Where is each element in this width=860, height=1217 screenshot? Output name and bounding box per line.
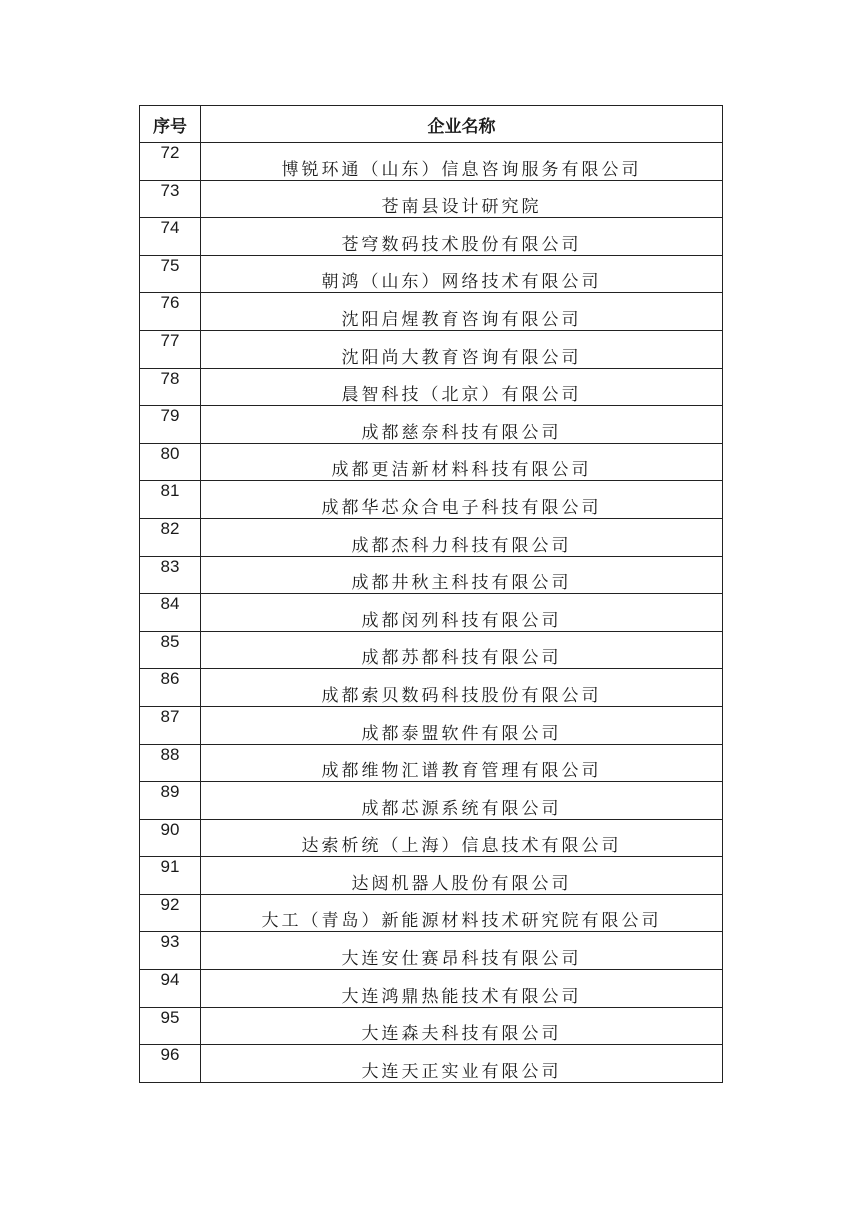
table-row — [140, 819, 723, 857]
row-index: 91 — [140, 857, 201, 895]
row-company-name: 达索析统（上海）信息技术有限公司 — [201, 819, 723, 857]
row-company-name: 晨智科技（北京）有限公司 — [201, 368, 723, 406]
row-company-name: 成都芯源系统有限公司 — [201, 782, 723, 820]
table-row — [140, 669, 723, 707]
row-index: 77 — [140, 330, 201, 368]
row-index: 83 — [140, 556, 201, 594]
table-row — [140, 894, 723, 932]
row-company-name: 成都华芯众合电子科技有限公司 — [201, 481, 723, 519]
row-index: 93 — [140, 932, 201, 970]
document-page — [139, 105, 722, 1083]
row-company-name: 成都闵列科技有限公司 — [201, 594, 723, 632]
row-company-name: 博锐环通（山东）信息咨询服务有限公司 — [201, 143, 723, 181]
table-row — [140, 293, 723, 331]
table-row — [140, 970, 723, 1008]
table-row — [140, 368, 723, 406]
row-index: 82 — [140, 518, 201, 556]
row-index: 86 — [140, 669, 201, 707]
table-row — [140, 481, 723, 519]
row-index: 85 — [140, 631, 201, 669]
row-company-name: 大连天正实业有限公司 — [201, 1045, 723, 1083]
row-index: 74 — [140, 218, 201, 256]
row-company-name: 大连鸿鼎热能技术有限公司 — [201, 970, 723, 1008]
row-index: 73 — [140, 180, 201, 218]
row-index: 92 — [140, 894, 201, 932]
row-index: 87 — [140, 706, 201, 744]
table-row — [140, 782, 723, 820]
row-company-name: 苍南县设计研究院 — [201, 180, 723, 218]
row-company-name: 沈阳尚大教育咨询有限公司 — [201, 330, 723, 368]
row-index: 76 — [140, 293, 201, 331]
row-company-name: 朝鸿（山东）网络技术有限公司 — [201, 255, 723, 293]
row-company-name: 沈阳启煋教育咨询有限公司 — [201, 293, 723, 331]
table-row — [140, 218, 723, 256]
table-header-row — [140, 106, 723, 143]
row-index: 94 — [140, 970, 201, 1008]
company-list-table — [139, 105, 723, 1083]
table-row — [140, 631, 723, 669]
row-index: 79 — [140, 406, 201, 444]
row-company-name: 成都泰盟软件有限公司 — [201, 706, 723, 744]
table-row — [140, 255, 723, 293]
row-index: 78 — [140, 368, 201, 406]
table-row — [140, 518, 723, 556]
row-company-name: 成都杰科力科技有限公司 — [201, 518, 723, 556]
row-index: 72 — [140, 143, 201, 181]
table-row — [140, 443, 723, 481]
row-company-name: 大工（青岛）新能源材料技术研究院有限公司 — [201, 894, 723, 932]
table-row — [140, 744, 723, 782]
table-row — [140, 330, 723, 368]
table-row — [140, 180, 723, 218]
row-company-name: 成都井秋主科技有限公司 — [201, 556, 723, 594]
table-row — [140, 932, 723, 970]
row-index: 88 — [140, 744, 201, 782]
row-company-name: 成都更洁新材料科技有限公司 — [201, 443, 723, 481]
row-company-name: 成都索贝数码科技股份有限公司 — [201, 669, 723, 707]
row-company-name: 成都苏都科技有限公司 — [201, 631, 723, 669]
table-row — [140, 143, 723, 181]
header-company-name: 企业名称 — [201, 106, 723, 143]
row-index: 80 — [140, 443, 201, 481]
table-row — [140, 406, 723, 444]
table-row — [140, 594, 723, 632]
row-index: 95 — [140, 1007, 201, 1045]
row-index: 89 — [140, 782, 201, 820]
row-company-name: 苍穹数码技术股份有限公司 — [201, 218, 723, 256]
row-company-name: 成都慈奈科技有限公司 — [201, 406, 723, 444]
row-index: 75 — [140, 255, 201, 293]
row-company-name: 大连安仕赛昂科技有限公司 — [201, 932, 723, 970]
row-index: 90 — [140, 819, 201, 857]
row-index: 96 — [140, 1045, 201, 1083]
row-company-name: 大连森夫科技有限公司 — [201, 1007, 723, 1045]
header-index: 序号 — [140, 106, 201, 143]
row-company-name: 成都维物汇谱教育管理有限公司 — [201, 744, 723, 782]
table-row — [140, 857, 723, 895]
table-row — [140, 1045, 723, 1083]
table-row — [140, 556, 723, 594]
table-row — [140, 706, 723, 744]
row-company-name: 达闼机器人股份有限公司 — [201, 857, 723, 895]
table-row — [140, 1007, 723, 1045]
row-index: 81 — [140, 481, 201, 519]
row-index: 84 — [140, 594, 201, 632]
